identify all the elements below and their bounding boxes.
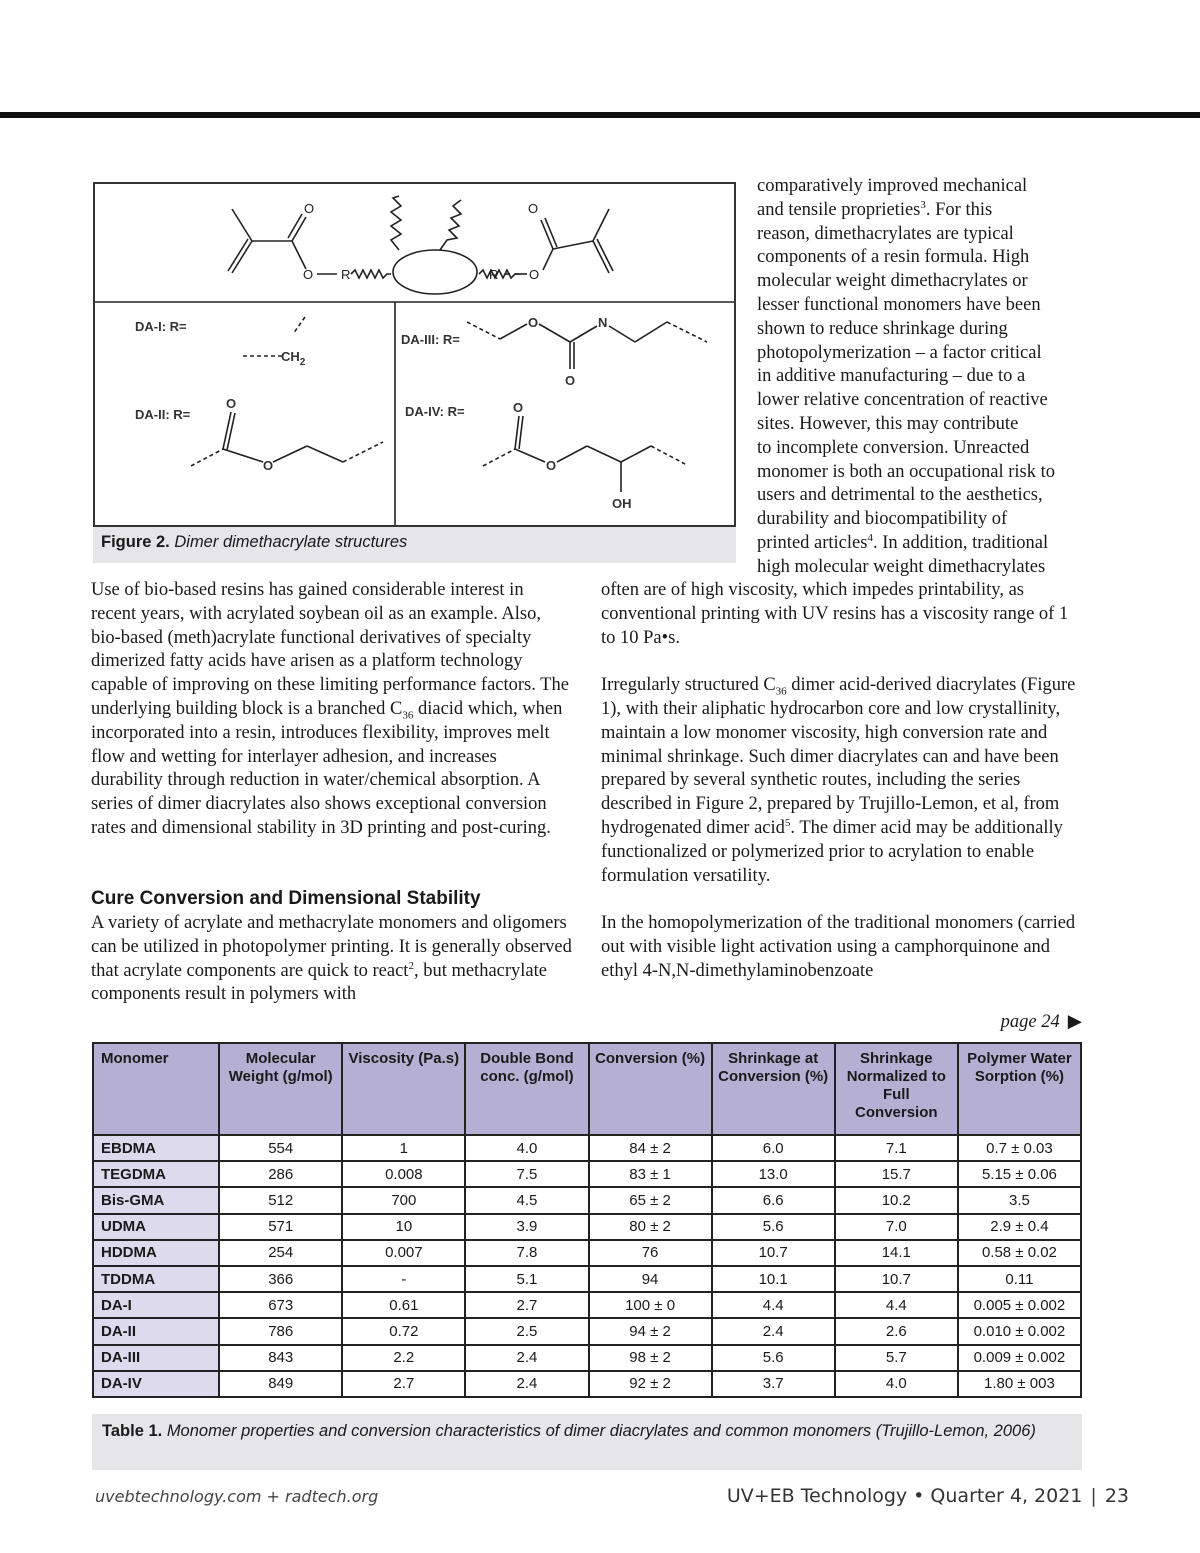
- paragraph: Irregularly structured $C_{36}$ dimer acid-derived diacrylates (Figure 1), with their aliphatic hydrocarbon core and low crystallinity, maintain a low monomer viscosity, high conversion rate and minimal shrinkage. Such dimer diacrylates can and have been prepared by several synthetic routes, including the series described in Figure 2, prepared by Trujillo-Lemon, et al, from hydrogenated dimer acid$^5$. The dimer acid may be additionally functionalized or polymerized prior to acrylation to enable formulation versatility.: [601, 675, 1076, 886]
- table-cell: 4.5: [465, 1187, 588, 1213]
- table-cell: 254: [219, 1240, 342, 1266]
- table-cell: 5.6: [712, 1214, 835, 1240]
- table-cell: 4.0: [835, 1371, 958, 1397]
- oxygen-label: O: [528, 201, 539, 216]
- table-cell: 7.1: [835, 1135, 958, 1161]
- table-row: [93, 1135, 1081, 1161]
- table-cell: 10: [342, 1214, 465, 1240]
- paragraph: In the homopolymerization of the traditional monomers (carried out with visible light activation using a camphorquinone and ethyl 4-N,N-dimethylaminobenzoate: [601, 913, 1076, 981]
- header-rule: [0, 112, 1200, 118]
- table-cell: 5.1: [465, 1266, 588, 1292]
- right-top-text: comparatively improved mechanical and tensile proprieties$^3$. For this reason, dimethacrylates are typical components of a resin formula. High molecular weight dimethacrylates or lesser functional monomers have been shown to reduce shrinkage during photopolymerization – a factor critical in additive manufacturing – due to a lower relative concentration of reactive sites. However, this may contribute to incomplete conversion. Unreacted monomer is both an occupational risk to users and detrimental to the aesthetics, durability and biocompatibility of printed articles$^4$. In addition, traditional high molecular weight dimethacrylates: [757, 176, 1055, 577]
- oxygen-label: O: [226, 396, 237, 411]
- table-cell: 3.9: [465, 1214, 588, 1240]
- table-cell: 0.11: [958, 1266, 1081, 1292]
- publication-name: UV+EB Technology • Quarter 4, 2021: [726, 1485, 1083, 1507]
- table-cell: UDMA: [93, 1214, 219, 1240]
- table-cell: 1.80 ± 003: [958, 1371, 1081, 1397]
- table-cell: Bis-GMA: [93, 1187, 219, 1213]
- table-row: [93, 1266, 1081, 1292]
- oxygen-label: O: [565, 373, 576, 388]
- table-row: [93, 1240, 1081, 1266]
- da4-label: DA-IV: R=: [405, 404, 465, 419]
- table-cell: DA-IV: [93, 1371, 219, 1397]
- oxygen-label: O: [263, 458, 274, 473]
- hydroxyl-label: OH: [612, 496, 632, 511]
- section-heading: Cure Conversion and Dimensional Stability: [91, 888, 481, 909]
- table-cell: 512: [219, 1187, 342, 1213]
- table-cell: 2.6: [835, 1318, 958, 1344]
- table-cell: 4.0: [465, 1135, 588, 1161]
- oxygen-label: O: [546, 458, 557, 473]
- column-header: Polymer Water Sorption (%): [958, 1043, 1081, 1135]
- table-cell: 83 ± 1: [589, 1161, 712, 1187]
- table-row: [93, 1345, 1081, 1371]
- table-cell: 0.010 ± 0.002: [958, 1318, 1081, 1344]
- page-number: 23: [1104, 1485, 1129, 1507]
- left-column-text-2: [91, 912, 573, 1007]
- table-cell: 700: [342, 1187, 465, 1213]
- nitrogen-label: N: [598, 315, 608, 330]
- table-cell: 84 ± 2: [589, 1135, 712, 1161]
- table-cell: 673: [219, 1292, 342, 1318]
- da1-label: DA-I: R=: [135, 319, 187, 334]
- table-cell: 0.72: [342, 1318, 465, 1344]
- da3-label: DA-III: R=: [401, 332, 460, 347]
- table-cell: 4.4: [835, 1292, 958, 1318]
- monomer-properties-table: [92, 1042, 1082, 1398]
- oxygen-label: O: [528, 315, 539, 330]
- table-cell: 843: [219, 1345, 342, 1371]
- table-cell: 94 ± 2: [589, 1318, 712, 1344]
- table-row: [93, 1318, 1081, 1344]
- table-cell: 92 ± 2: [589, 1371, 712, 1397]
- column-header: Viscosity (Pa.s): [342, 1043, 465, 1135]
- table-cell: DA-I: [93, 1292, 219, 1318]
- table-cell: 0.58 ± 0.02: [958, 1240, 1081, 1266]
- table-row: [93, 1371, 1081, 1397]
- table-cell: 2.4: [465, 1371, 588, 1397]
- paragraph: Use of bio-based resins has gained considerable interest in recent years, with acrylated soybean oil as an example. Also, bio-based (meth)acrylate functional derivatives of specialty dimerized fatty acids have arisen as a platform technology capable of improving on these limiting performance factors. The underlying building block is a branched $C_{36}$ diacid which, when incorporated into a resin, introduces flexibility, improves melt flow and wetting for interlayer adhesion, and increases durability through reduction in water/chemical absorption. A series of dimer diacrylates also shows exceptional conversion rates and dimensional stability in 3D printing and post-curing.: [91, 580, 569, 838]
- table-cell: TDDMA: [93, 1266, 219, 1292]
- footer-separator: |: [1090, 1485, 1097, 1507]
- left-column-text: [91, 579, 571, 841]
- table-cell: 0.61: [342, 1292, 465, 1318]
- table-1-caption: Table 1. Monomer properties and conversion characteristics of dimer diacrylates and common monomers (Trujillo-Lemon, 2006): [92, 1414, 1082, 1470]
- table-cell: 15.7: [835, 1161, 958, 1187]
- table-cell: 10.7: [712, 1240, 835, 1266]
- column-header: Molecular Weight (g/mol): [219, 1043, 342, 1135]
- table-cell: 0.005 ± 0.002: [958, 1292, 1081, 1318]
- table-cell: 2.4: [712, 1318, 835, 1344]
- column-header: Shrinkage Normalized to Full Conversion: [835, 1043, 958, 1135]
- table-cell: 2.2: [342, 1345, 465, 1371]
- paragraph: A variety of acrylate and methacrylate monomers and oligomers can be utilized in photopolymer printing. It is generally observed that acrylate components are quick to react$^2$, but methacrylate components result in polymers with: [91, 913, 572, 1005]
- column-header: Conversion (%): [589, 1043, 712, 1135]
- column-header: Shrinkage at Conversion (%): [712, 1043, 835, 1135]
- footer-websites: uvebtechnology.com + radtech.org: [95, 1487, 379, 1506]
- table-cell: 571: [219, 1214, 342, 1240]
- oxygen-label: O: [304, 201, 315, 216]
- right-column-text: [601, 579, 1083, 984]
- dimer-structure-drawing: [95, 184, 734, 525]
- figure-2-caption: Figure 2. Dimer dimethacrylate structures: [93, 527, 736, 563]
- oxygen-label: O: [529, 267, 540, 282]
- da2-label: DA-II: R=: [135, 407, 191, 422]
- table-cell: DA-III: [93, 1345, 219, 1371]
- table-cell: DA-II: [93, 1318, 219, 1344]
- r-group-label: R: [341, 267, 351, 282]
- table-cell: 286: [219, 1161, 342, 1187]
- table-cell: 1: [342, 1135, 465, 1161]
- table-cell: 94: [589, 1266, 712, 1292]
- table-header-row: [93, 1043, 1081, 1135]
- table-cell: 3.7: [712, 1371, 835, 1397]
- column-header: Monomer: [93, 1043, 219, 1135]
- right-arrow-icon: ▶: [1067, 1012, 1082, 1032]
- table-cell: 0.008: [342, 1161, 465, 1187]
- table-cell: HDDMA: [93, 1240, 219, 1266]
- table-cell: TEGDMA: [93, 1161, 219, 1187]
- table-cell: 10.1: [712, 1266, 835, 1292]
- table-cell: -: [342, 1266, 465, 1292]
- table-row: [93, 1161, 1081, 1187]
- footer-publication: [727, 1485, 1129, 1507]
- table-cell: 4.4: [712, 1292, 835, 1318]
- table-row: [93, 1187, 1081, 1213]
- table-cell: 5.7: [835, 1345, 958, 1371]
- table-cell: 2.7: [342, 1371, 465, 1397]
- table-cell: 2.5: [465, 1318, 588, 1344]
- table-cell: 786: [219, 1318, 342, 1344]
- table-cell: 65 ± 2: [589, 1187, 712, 1213]
- table-cell: 7.0: [835, 1214, 958, 1240]
- table-cell: 100 ± 0: [589, 1292, 712, 1318]
- table-cell: 14.1: [835, 1240, 958, 1266]
- table-cell: 98 ± 2: [589, 1345, 712, 1371]
- oxygen-label: O: [513, 400, 524, 415]
- continued-page-link[interactable]: page 24 ▶: [1000, 1012, 1082, 1032]
- table-row: [93, 1292, 1081, 1318]
- table-cell: 7.5: [465, 1161, 588, 1187]
- table-cell: 80 ± 2: [589, 1214, 712, 1240]
- table-row: [93, 1214, 1081, 1240]
- table-cell: 13.0: [712, 1161, 835, 1187]
- table-cell: 2.9 ± 0.4: [958, 1214, 1081, 1240]
- table-cell: 6.0: [712, 1135, 835, 1161]
- oxygen-label: O: [303, 267, 314, 282]
- table-cell: 849: [219, 1371, 342, 1397]
- table-cell: 5.15 ± 0.06: [958, 1161, 1081, 1187]
- table-cell: EBDMA: [93, 1135, 219, 1161]
- table-cell: 366: [219, 1266, 342, 1292]
- ch2-label: $CH_2$: [281, 349, 306, 368]
- figure-2-structures: [93, 182, 736, 527]
- r-group-label: R: [489, 267, 499, 282]
- table-cell: 0.7 ± 0.03: [958, 1135, 1081, 1161]
- table-cell: 3.5: [958, 1187, 1081, 1213]
- table-cell: 554: [219, 1135, 342, 1161]
- table-cell: 10.7: [835, 1266, 958, 1292]
- table-cell: 6.6: [712, 1187, 835, 1213]
- table-cell: 2.7: [465, 1292, 588, 1318]
- table-cell: 7.8: [465, 1240, 588, 1266]
- table-cell: 2.4: [465, 1345, 588, 1371]
- table-cell: 0.009 ± 0.002: [958, 1345, 1081, 1371]
- table-cell: 5.6: [712, 1345, 835, 1371]
- column-header: Double Bond conc. (g/mol): [465, 1043, 588, 1135]
- table-cell: 0.007: [342, 1240, 465, 1266]
- table-cell: 10.2: [835, 1187, 958, 1213]
- table-cell: 76: [589, 1240, 712, 1266]
- paragraph: often are of high viscosity, which impedes printability, as conventional printing with UV resins has a viscosity range of 1 to 10 Pa•s.: [601, 580, 1069, 648]
